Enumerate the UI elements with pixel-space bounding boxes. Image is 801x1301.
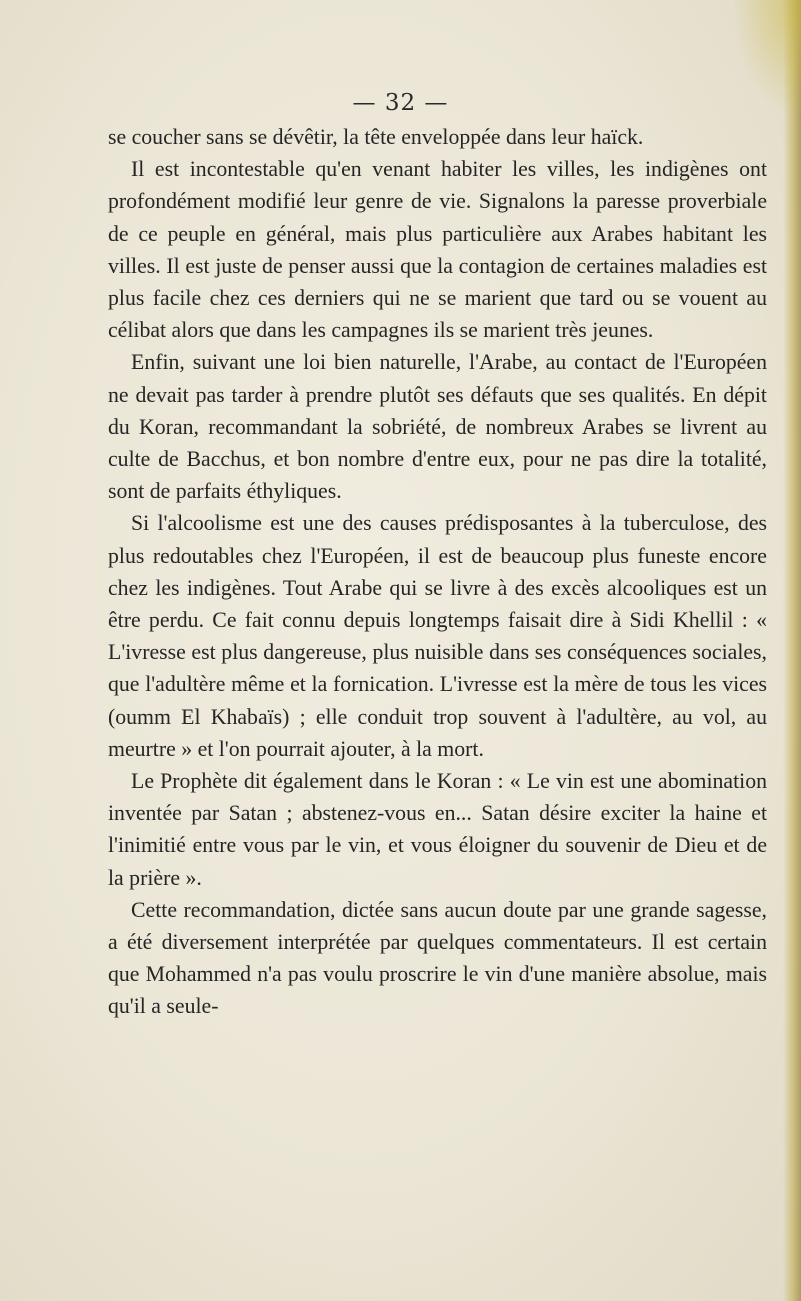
body-text — [108, 121, 767, 1023]
paragraph: Cette recommandation, dictée sans aucun doute par une grande sagesse, a été diversement interprétée par quelques commentateurs. Il est certain que Mohammed n'a pas voulu proscrire le vin d'une manière absolue, mais qu'il a seule- — [108, 897, 767, 1019]
page-edge-shadow — [783, 0, 801, 1301]
paragraph: Si l'alcoolisme est une des causes prédisposantes à la tuberculose, des plus redoutables chez l'Européen, il est de beaucoup plus funeste encore chez les indigènes. Tout Arabe qui se livre à des excès alcooliques est un être perdu. Ce fait connu depuis longtemps faisait dire à Sidi Khellil : « L'ivresse est plus dangereuse, plus nuisible dans ses conséquences sociales, que l'adultère même et la fornication. L'ivresse est la mère de tous les vices (oumm El Khabaïs) ; elle conduit trop souvent à l'adultère, au vol, au meurtre » et l'on pourrait ajouter, à la mort. — [108, 511, 767, 761]
paragraph: Enfin, suivant une loi bien naturelle, l'Arabe, au contact de l'Européen ne devait pas tarder à prendre plutôt ses défauts que ses qualités. En dépit du Koran, recommandant la sobriété, de nombreux Arabes se livrent au culte de Bacchus, et bon nombre d'entre eux, pour ne pas dire la totalité, sont de parfaits éthyliques. — [108, 350, 767, 504]
paragraph-continued: se coucher sans se dévêtir, la tête enveloppée dans leur haïck. — [108, 125, 644, 149]
page-number: — 32 — — [352, 90, 449, 116]
paragraph: Le Prophète dit également dans le Koran : « Le vin est une abomination inventée par Satan ; abstenez-vous en... Satan désire exciter la haine et l'inimitié entre vous par le vin, et vous éloigner du souvenir de Dieu et de la prière ». — [108, 769, 767, 890]
paragraph: Il est incontestable qu'en venant habiter les villes, les indigènes ont profondément modifié leur genre de vie. Signalons la paresse proverbiale de ce peuple en général, mais plus particulière aux Arabes habitant les villes. Il est juste de penser aussi que la contagion de certaines maladies est plus facile chez ces derniers qui ne se marient que tard ou se vouent au célibat alors que dans les campagnes ils se marient très jeunes. — [108, 157, 767, 343]
